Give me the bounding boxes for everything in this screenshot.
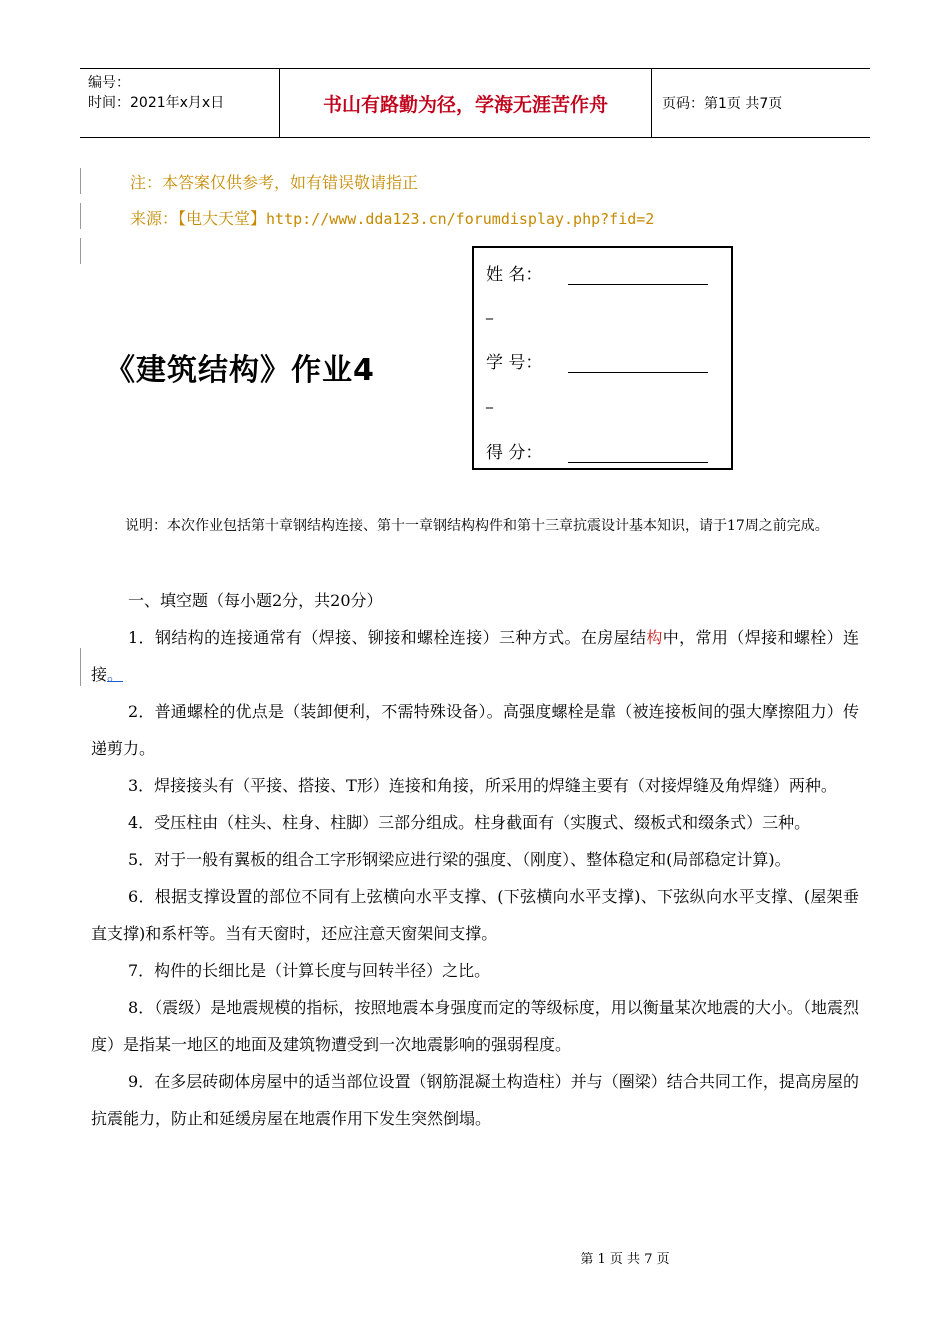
question-5: 5．对于一般有翼板的组合工字形钢梁应进行梁的强度、（刚度）、整体稳定和(局部稳定计算)。	[128, 850, 791, 869]
header-table	[80, 68, 870, 138]
questions-section	[91, 582, 859, 1137]
question-1	[91, 619, 859, 693]
page-title: 《建筑结构》作业4	[105, 353, 375, 388]
question-3: 3．焊接接头有（平接、搭接、T形）连接和角接，所采用的焊缝主要有（对接焊缝及角焊缝）两种。	[128, 776, 837, 795]
question-1-link[interactable]: 。	[107, 665, 124, 684]
id-row	[486, 348, 708, 373]
source-url[interactable]: http://www.dda123.cn/forumdisplay.php?fid=2	[266, 210, 655, 228]
name-label: 姓 名：	[486, 265, 543, 285]
question-6: 6．根据支撑设置的部位不同有上弦横向水平支撑、(下弦横向水平支撑)、下弦纵向水平支撑、(屋架垂直支撑)和系杆等。当有天窗时，还应注意天窗架间支撑。	[91, 887, 859, 943]
margin-mark	[80, 238, 81, 264]
question-8: 8．（震级）是地震规模的指标，按照地震本身强度而定的等级标度，用以衡量某次地震的大小。（地震烈度）是指某一地区的地面及建筑物遭受到一次地震影响的强弱程度。	[91, 998, 859, 1054]
question-1-text-b: 中，常用（焊接和螺栓）连接	[91, 628, 859, 684]
dash-mark: _	[486, 393, 493, 409]
time-label: 时间：2021年x月x日	[88, 95, 225, 111]
question-1-text-a: 1．钢结构的连接通常有（焊接、铆接和螺栓连接）三种方式。在房屋结	[128, 628, 647, 647]
header-meta	[80, 69, 280, 137]
margin-mark	[80, 203, 81, 229]
header-motto: 书山有路勤为径，学海无涯苦作舟	[280, 69, 652, 137]
score-field[interactable]	[568, 444, 708, 463]
source-label: 来源：【电大天堂】	[130, 209, 267, 228]
name-field[interactable]	[568, 266, 708, 285]
id-label: 学 号：	[486, 353, 543, 373]
student-info-box	[472, 246, 733, 470]
section-title: 一、填空题（每小题2分，共20分）	[128, 591, 383, 610]
score-row	[486, 438, 708, 463]
id-field[interactable]	[568, 354, 708, 373]
margin-mark	[80, 168, 81, 194]
question-4: 4．受压柱由（柱头、柱身、柱脚）三部分组成。柱身截面有（实腹式、缀板式和缀条式）三种。	[128, 813, 811, 832]
question-7: 7．构件的长细比是（计算长度与回转半径）之比。	[128, 961, 491, 980]
margin-mark	[80, 648, 81, 686]
source-note	[130, 206, 654, 229]
dash-mark: _	[486, 304, 493, 320]
question-1-red-char: 构	[646, 628, 663, 647]
disclaimer-note: 注：本答案仅供参考，如有错误敬请指正	[130, 173, 419, 192]
score-label: 得 分：	[486, 443, 543, 463]
name-row	[486, 260, 708, 285]
number-label: 编号：	[88, 75, 130, 91]
question-2: 2．普通螺栓的优点是（装卸便利，不需特殊设备）。高强度螺栓是靠（被连接板间的强大摩擦阻力）传递剪力。	[91, 702, 859, 758]
header-page-label: 页码：第1页 共7页	[662, 96, 783, 112]
question-9: 9．在多层砖砌体房屋中的适当部位设置（钢筋混凝土构造柱）并与（圈梁）结合共同工作，提高房屋的抗震能力，防止和延缓房屋在地震作用下发生突然倒塌。	[91, 1072, 859, 1128]
assignment-description: 说明：本次作业包括第十章钢结构连接、第十一章钢结构构件和第十三章抗震设计基本知识，请于17周之前完成。	[125, 518, 829, 534]
page-footer: 第 1 页 共 7 页	[580, 1252, 670, 1267]
